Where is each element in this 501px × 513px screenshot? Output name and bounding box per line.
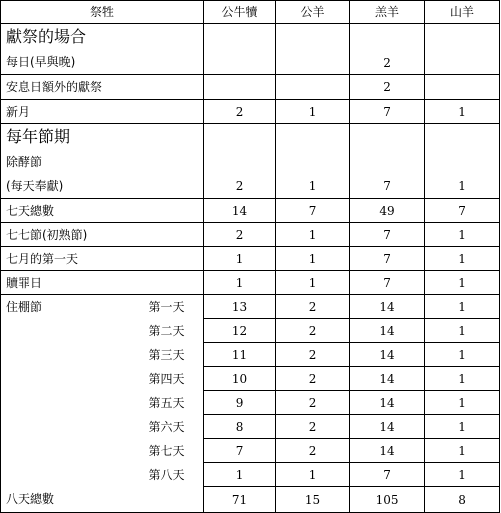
passover-ram-cell	[276, 124, 350, 199]
weeks-row	[1, 223, 500, 247]
trumpets-bull: 1	[204, 247, 276, 271]
tabernacles-lamb: 14	[350, 439, 425, 463]
newmoon-goat: 1	[425, 100, 500, 124]
eightdays-spacer	[141, 487, 204, 513]
daily-ram	[276, 24, 350, 100]
daily-lamb: 2	[383, 56, 391, 70]
tabernacles-day: 第二天	[141, 319, 204, 343]
tabernacles-row	[1, 295, 500, 319]
trumpets-label: 七月的第一天	[1, 247, 204, 271]
newmoon-bull: 2	[204, 100, 276, 124]
atonement-label: 贖罪日	[1, 271, 204, 295]
sevendays-bull: 14	[204, 199, 276, 223]
tabernacles-bull: 9	[204, 391, 276, 415]
weeks-lamb: 7	[350, 223, 425, 247]
eightdays-lamb: 105	[350, 487, 425, 513]
passover-label-cell	[1, 124, 204, 199]
sevendays-row	[1, 199, 500, 223]
passover-sublabel: (每天奉獻)	[6, 179, 64, 193]
passover-lamb: 7	[383, 179, 391, 193]
weeks-bull: 2	[204, 223, 276, 247]
sabbath-label: 安息日額外的獻祭	[6, 80, 103, 94]
tabernacles-goat: 1	[425, 439, 500, 463]
tabernacles-day: 第三天	[141, 343, 204, 367]
tabernacles-bull: 10	[204, 367, 276, 391]
tabernacles-goat: 1	[425, 295, 500, 319]
passover-goat: 1	[458, 179, 466, 193]
eightdays-row	[1, 487, 500, 513]
atonement-ram: 1	[276, 271, 350, 295]
trumpets-lamb: 7	[350, 247, 425, 271]
passover-label: 除酵節	[6, 155, 43, 169]
tabernacles-row	[1, 415, 500, 439]
tabernacles-lamb: 14	[350, 343, 425, 367]
atonement-goat: 1	[425, 271, 500, 295]
tabernacles-day: 第六天	[141, 415, 204, 439]
tabernacles-ram: 2	[276, 367, 350, 391]
tabernacles-row	[1, 439, 500, 463]
tabernacles-day: 第四天	[141, 367, 204, 391]
tabernacles-ram: 2	[276, 295, 350, 319]
trumpets-row	[1, 247, 500, 271]
tabernacles-label-empty	[1, 391, 141, 415]
passover-goat-cell	[425, 124, 500, 199]
tabernacles-lamb: 14	[350, 319, 425, 343]
tabernacles-bull: 11	[204, 343, 276, 367]
header-bull: 公牛犢	[204, 1, 276, 24]
section-title-feasts: 每年節期	[6, 127, 71, 146]
tabernacles-label-empty	[1, 343, 141, 367]
tabernacles-lamb: 14	[350, 295, 425, 319]
header-row	[1, 1, 500, 24]
sevendays-goat: 7	[425, 199, 500, 223]
eightdays-goat: 8	[425, 487, 500, 513]
tabernacles-ram: 2	[276, 415, 350, 439]
passover-bull: 2	[235, 179, 244, 193]
tabernacles-goat: 1	[425, 367, 500, 391]
eightdays-ram: 15	[276, 487, 350, 513]
tabernacles-day: 第五天	[141, 391, 204, 415]
weeks-label: 七七節(初熟節)	[1, 223, 204, 247]
newmoon-lamb: 7	[350, 100, 425, 124]
tabernacles-day: 第八天	[141, 463, 204, 487]
passover-lamb-cell	[350, 124, 425, 199]
daily-bull	[204, 24, 276, 100]
tabernacles-bull: 7	[204, 439, 276, 463]
header-ram: 公羊	[276, 1, 350, 24]
daily-lamb-cell	[350, 24, 425, 100]
tabernacles-lamb: 7	[350, 463, 425, 487]
tabernacles-row	[1, 319, 500, 343]
sevendays-label: 七天總數	[1, 199, 204, 223]
tabernacles-label-empty	[1, 367, 141, 391]
tabernacles-ram: 2	[276, 439, 350, 463]
eightdays-label: 八天總數	[1, 487, 141, 513]
tabernacles-row	[1, 343, 500, 367]
tabernacles-label-empty	[1, 319, 141, 343]
passover-bull-cell	[204, 124, 276, 199]
daily-label: 每日(早與晚)	[6, 55, 76, 69]
tabernacles-row	[1, 463, 500, 487]
passover-ram: 1	[308, 179, 317, 193]
tabernacles-day: 第一天	[141, 295, 204, 319]
header-goat: 山羊	[425, 1, 500, 24]
header-sacrifice: 祭牲	[1, 1, 204, 24]
daily-row	[1, 24, 500, 100]
newmoon-row	[1, 100, 500, 124]
tabernacles-label-empty	[1, 463, 141, 487]
tabernacles-ram: 2	[276, 391, 350, 415]
section-title-daily: 獻祭的場合	[6, 27, 87, 46]
tabernacles-lamb: 14	[350, 391, 425, 415]
tabernacles-row	[1, 367, 500, 391]
atonement-lamb: 7	[350, 271, 425, 295]
weeks-goat: 1	[425, 223, 500, 247]
tabernacles-label-empty	[1, 415, 141, 439]
tabernacles-ram: 1	[276, 463, 350, 487]
tabernacles-label-empty	[1, 439, 141, 463]
passover-row	[1, 124, 500, 199]
tabernacles-ram: 2	[276, 343, 350, 367]
tabernacles-bull: 8	[204, 415, 276, 439]
tabernacles-goat: 1	[425, 343, 500, 367]
newmoon-label: 新月	[1, 100, 204, 124]
newmoon-ram: 1	[276, 100, 350, 124]
tabernacles-goat: 1	[425, 415, 500, 439]
daily-label-cell	[1, 24, 204, 100]
eightdays-bull: 71	[204, 487, 276, 513]
sabbath-lamb: 2	[383, 80, 391, 94]
tabernacles-goat: 1	[425, 319, 500, 343]
tabernacles-ram: 2	[276, 319, 350, 343]
tabernacles-lamb: 14	[350, 415, 425, 439]
daily-goat	[425, 24, 500, 100]
tabernacles-bull: 13	[204, 295, 276, 319]
tabernacles-goat: 1	[425, 463, 500, 487]
tabernacles-bull: 12	[204, 319, 276, 343]
weeks-ram: 1	[276, 223, 350, 247]
trumpets-ram: 1	[276, 247, 350, 271]
sevendays-ram: 7	[276, 199, 350, 223]
trumpets-goat: 1	[425, 247, 500, 271]
tabernacles-row	[1, 391, 500, 415]
atonement-bull: 1	[204, 271, 276, 295]
tabernacles-goat: 1	[425, 391, 500, 415]
atonement-row	[1, 271, 500, 295]
tabernacles-label: 住棚節	[1, 295, 141, 319]
sevendays-lamb: 49	[350, 199, 425, 223]
tabernacles-lamb: 14	[350, 367, 425, 391]
tabernacles-bull: 1	[204, 463, 276, 487]
tabernacles-day: 第七天	[141, 439, 204, 463]
header-lamb: 羔羊	[350, 1, 425, 24]
